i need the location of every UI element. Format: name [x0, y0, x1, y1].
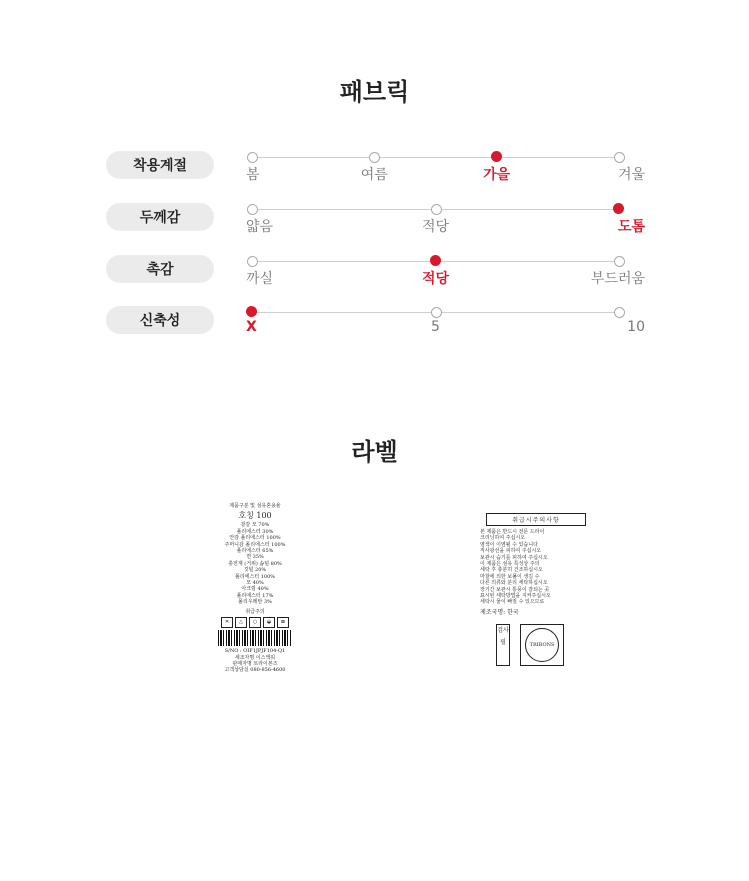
fabric-row — [0, 151, 749, 191]
fiber-content-list — [214, 522, 296, 605]
care-label-right — [480, 511, 592, 759]
selected-scale-dot — [491, 151, 502, 162]
tag-text-line: 염색이 이염될 수 있습니다 — [480, 541, 538, 548]
selected-scale-dot — [246, 306, 257, 317]
sno-code: S/NO : OIF1JPJF104-Q1 — [224, 648, 286, 655]
tag-text-line: 다른 의류와 분리 세탁하십시오 — [480, 580, 548, 587]
tag-text-line: 판매자명 트라이본즈 — [232, 660, 278, 667]
brand-seal-box — [520, 624, 564, 666]
option-label: 10 — [627, 319, 645, 335]
tag-text-line: 주머니감 폴리에스터 100% — [224, 541, 286, 548]
scale-dot — [247, 256, 258, 267]
tag-text-line: 마찰에 의한 보풀이 생길 수 — [480, 573, 540, 580]
scale-dot — [247, 152, 258, 163]
brand-seal-icon: TRIBONS — [525, 628, 559, 662]
tag-text-line: 폴리에스터 30% — [236, 528, 274, 535]
left-tag-size: 호칭 100 — [238, 511, 272, 521]
tag-text-line: 본 제품은 반드시 전문 드라이 — [480, 529, 545, 535]
tag-text-line: 모 40% — [246, 580, 264, 587]
dry-clean-icon: ○ — [249, 617, 261, 628]
fabric-row — [0, 306, 749, 346]
tag-text-line: 크리닝하여 주십시오 — [480, 535, 526, 542]
scale-dot — [614, 152, 625, 163]
fabric-section-title: 패브릭 — [339, 78, 410, 106]
scale-dot — [614, 256, 625, 267]
tag-text-line: 폴리에스터 100% — [234, 573, 276, 580]
left-tag-footer — [214, 655, 296, 674]
tag-text-line: 폴리에스터 17% — [236, 592, 274, 599]
option-label: 봄 — [246, 167, 260, 183]
no-bleach-icon: △ — [235, 617, 247, 628]
tag-text-line: 면 35% — [246, 554, 264, 561]
tag-text-line: 표시된 세탁방법을 지켜주십시오 — [480, 593, 551, 600]
tag-text-line: 장기간 보관시 통풍이 잘되는 곳 — [480, 586, 550, 593]
attribute-label: 착용계절 — [106, 151, 214, 179]
iron-icon: ◒ — [263, 617, 275, 628]
care-title: 취급주의 — [245, 608, 265, 615]
tag-text-line: 아크릴 40% — [241, 586, 269, 593]
selected-scale-dot — [430, 255, 441, 266]
selected-option-label: 가을 — [483, 167, 511, 183]
selected-option-label: 도톰 — [617, 219, 645, 235]
no-wash-icon: ✕ — [221, 617, 233, 628]
option-label: 부드러움 — [590, 271, 645, 287]
selected-option-label: 적당 — [421, 271, 450, 287]
scale-track — [252, 157, 619, 158]
inspection-passed-stamp: 검사필 — [496, 624, 510, 666]
care-label-left — [214, 503, 296, 775]
option-label: 겨울 — [617, 167, 645, 183]
tag-text-line: 세조자명 이스액워 — [234, 654, 276, 661]
option-label: 여름 — [360, 167, 388, 183]
tag-text-line: 세탁 후 충분히 건조하십시오 — [480, 567, 543, 574]
scale-dot — [614, 307, 625, 318]
care-symbols — [214, 617, 296, 628]
attribute-label: 신축성 — [106, 306, 214, 334]
tag-text-line: 직사광선을 피하여 주십시오 — [480, 548, 542, 555]
fabric-row — [0, 203, 749, 243]
country-of-origin: 제조국명: 한국 — [480, 608, 519, 616]
fabric-row — [0, 255, 749, 295]
tag-text-line: 고객상담실 080-856-4600 — [224, 667, 286, 674]
tag-text-line: 이 제품은 섬유 특성상 주의 — [480, 561, 540, 568]
tag-text-line: 깃털 20% — [243, 567, 267, 574]
tag-text-line: 폴리우레탄 3% — [238, 599, 272, 606]
option-label: 5 — [431, 319, 440, 335]
tag-text-line: 보관시 습기를 피하여 주십시오 — [480, 554, 548, 561]
scale-dot — [247, 204, 258, 215]
handling-notes — [480, 529, 592, 606]
scale-dot — [431, 307, 442, 318]
selected-scale-dot — [613, 203, 624, 214]
barcode-icon — [218, 630, 292, 646]
no-tumble-icon: ⊠ — [277, 617, 289, 628]
tag-text-line: 폴리에스터 65% — [236, 548, 274, 555]
scale-dot — [369, 152, 380, 163]
label-section-title: 라벨 — [351, 438, 398, 466]
scale-dot — [431, 204, 442, 215]
selected-option-label: X — [246, 319, 257, 335]
tag-text-line: 세탁시 물이 빠질 수 있으므로 — [480, 599, 545, 606]
inspection-stamps — [496, 624, 592, 666]
option-label: 적당 — [421, 219, 450, 235]
tag-text-line: 겉감 모 70% — [240, 522, 270, 529]
attribute-label: 촉감 — [106, 255, 214, 283]
handling-caution-title: 취급시주의사항 — [486, 513, 586, 526]
option-label: 까실 — [246, 271, 274, 287]
left-tag-header: 제품구분 및 섬유혼용율 — [229, 503, 281, 509]
tag-text-line: 충전재 (거위) 솜털 80% — [228, 560, 282, 567]
tag-text-line: 안감 폴리에스터 100% — [229, 535, 281, 542]
attribute-label: 두께감 — [106, 203, 214, 231]
option-label: 얇음 — [246, 219, 274, 235]
